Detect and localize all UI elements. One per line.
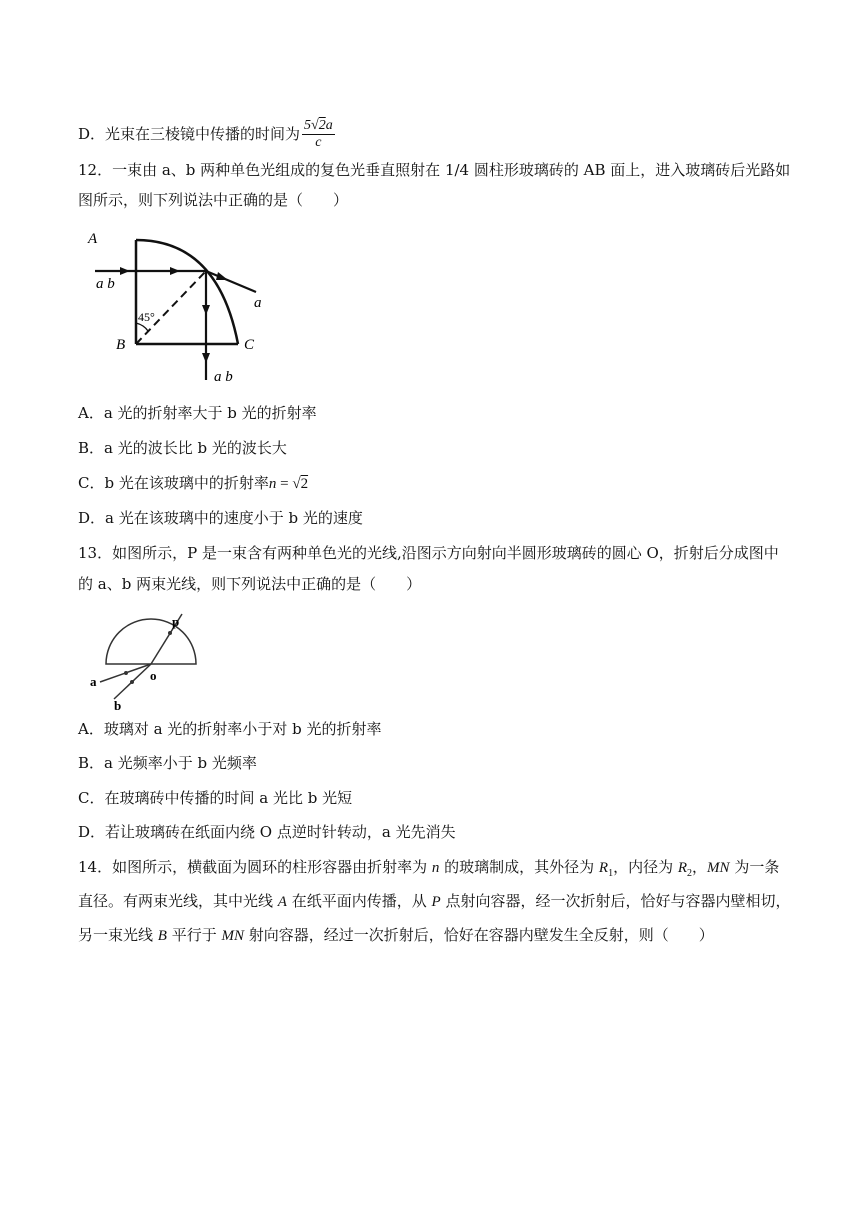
q12-label-b: B bbox=[116, 337, 126, 353]
q12-dashed-normal bbox=[136, 271, 206, 344]
q12-stem-line-1: 12．一束由 a、b 两种单色光组成的复色光垂直照射在 1/4 圆柱形玻璃砖的 AB 面上，进入玻璃砖后光路如 bbox=[78, 161, 791, 179]
q12-figure-svg bbox=[90, 225, 280, 390]
q12-arrow-down-2 bbox=[202, 353, 210, 363]
q12-angle-arc bbox=[136, 323, 148, 331]
q12-option-a: A．a 光的折射率大于 b 光的折射率 bbox=[78, 404, 317, 422]
q14-stem-line-2: 直径。有两束光线，其中光线 A 在纸平面内传播，从 P 点射向容器，经一次折射后，恰好与容器内壁相切， bbox=[78, 892, 791, 910]
q13-label-b: b bbox=[114, 698, 122, 713]
q11-option-d bbox=[78, 116, 335, 152]
q14-stem-line-3: 另一束光线 B 平行于 MN 射向容器，经过一次折射后，恰好在容器内壁发生全反射，则（ ） bbox=[78, 926, 714, 944]
q11-fraction-denominator: c bbox=[315, 134, 322, 150]
q13-option-b: B．a 光频率小于 b 光频率 bbox=[78, 754, 257, 772]
q13-option-c: C．在玻璃砖中传播的时间 a 光比 b 光短 bbox=[78, 789, 353, 807]
q11-option-d-text: D．光束在三棱镜中传播的时间为 bbox=[78, 125, 301, 143]
q14-stem-line-1: 14．如图所示，横截面为圆环的柱形容器由折射率为 n 的玻璃制成，其外径为 $R_1$，内径为 $R_2$，MN 为一条 bbox=[78, 858, 780, 879]
q13-stem-line-2: 的 a、b 两束光线，则下列说法中正确的是（ ） bbox=[78, 575, 422, 593]
q12-option-c-text: C．b 光在该玻璃中的折射率 bbox=[78, 474, 269, 492]
q13-option-a: A．玻璃对 a 光的折射率小于对 b 光的折射率 bbox=[78, 720, 382, 738]
q13-figure bbox=[86, 604, 216, 712]
q13-arrow-a bbox=[124, 671, 128, 675]
q12-label-out-ab: a b bbox=[214, 369, 233, 385]
q12-arrow-in-1 bbox=[120, 267, 130, 275]
q13-option-d: D．若让玻璃砖在纸面内绕 O 点逆时针转动，a 光先消失 bbox=[78, 823, 456, 841]
q13-stem-line-1: 13．如图所示，P 是一束含有两种单色光的光线,沿图示方向射向半圆形玻璃砖的圆心 O，折射后分成图中 bbox=[78, 544, 779, 562]
q12-label-a-top: A bbox=[88, 231, 98, 247]
q13-label-a: a bbox=[90, 674, 97, 689]
q13-label-o: o bbox=[150, 668, 157, 683]
q13-figure-svg bbox=[86, 604, 216, 712]
q12-label-out-a: a bbox=[254, 295, 262, 311]
q12-label-angle: 45° bbox=[138, 310, 155, 324]
q11-fraction-numerator: 5√2a bbox=[304, 117, 333, 133]
q12-arrow-out bbox=[216, 272, 228, 280]
q12-stem-line-2: 图所示，则下列说法中正确的是（ ） bbox=[78, 191, 349, 209]
q12-figure bbox=[90, 225, 280, 390]
q12-option-d: D．a 光在该玻璃中的速度小于 b 光的速度 bbox=[78, 509, 363, 527]
q13-label-p: p bbox=[172, 614, 180, 629]
q12-arrow-in-2 bbox=[170, 267, 180, 275]
q13-arrow-b bbox=[130, 680, 134, 684]
q11-option-d-fraction bbox=[302, 118, 335, 151]
q12-option-b: B．a 光的波长比 b 光的波长大 bbox=[78, 439, 287, 457]
q13-semicircle bbox=[106, 619, 196, 664]
q12-label-incident: a b bbox=[96, 276, 115, 292]
q12-option-c: C．b 光在该玻璃中的折射率n = √2 bbox=[78, 474, 309, 492]
q13-arrow-p bbox=[168, 631, 172, 635]
q12-label-c: C bbox=[244, 337, 255, 353]
q12-arrow-down-1 bbox=[202, 305, 210, 315]
